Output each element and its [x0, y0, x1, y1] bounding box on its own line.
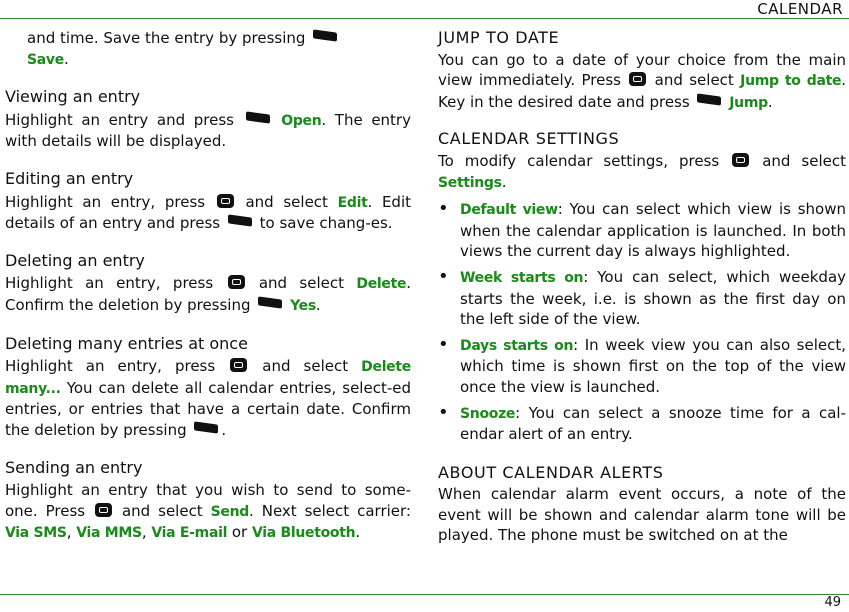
paragraph-viewing-entry: Highlight an entry and press Open. The entry with details will be displayed. [5, 110, 411, 151]
term-edit: Edit [337, 194, 368, 211]
paragraph-deleting-many: Highlight an entry, press and select Delete many... You can delete all calendar entries, select-ed entries, or entries that have a certain date. Confirm the deletion by pressing . [5, 357, 411, 439]
list-item: • Default view: You can select which view is shown when the calendar application is launched. In both views the current day is always highlighted. [438, 199, 846, 262]
heading-deleting-many: Deleting many entries at once [5, 333, 248, 353]
term-snooze: Snooze [460, 405, 516, 422]
left-column [5, 28, 411, 544]
term-yes: Yes [290, 297, 316, 314]
paragraph-sending-entry: Highlight an entry that you wish to send to some-one. Press and select Send. Next select carrier: Via SMS, Via MMS, Via E-mail or Via Bluetooth. [5, 481, 411, 542]
list-item: • Days starts on: In week view you can also select, which time is shown first on the top of the view once the view is launched. [438, 335, 846, 398]
term-via-bluetooth: Via Bluetooth [251, 525, 356, 542]
term-delete-many: Delete many... [5, 359, 411, 397]
footer-rule [0, 594, 849, 595]
term-via-email: Via E-mail [151, 525, 228, 542]
term-send: Send [210, 503, 250, 520]
settings-list [438, 199, 846, 445]
menu-key-icon [95, 503, 112, 517]
heading-viewing-entry: Viewing an entry [5, 87, 141, 107]
page-number: 49 [824, 595, 841, 610]
heading-jump-to-date: JUMP TO DATE [438, 28, 560, 47]
paragraph-calendar-alerts: When calendar alarm event occurs, a note of the event will be shown and calendar alarm tone will be played. The phone must be switched on at the [438, 485, 846, 545]
term-days-starts-on: Days starts on [460, 337, 574, 354]
list-item: • Week starts on: You can select, which weekday starts the week, i.e. is shown as the first day on the left side of the view. [438, 267, 846, 330]
paragraph-calendar-settings: To modify calendar settings, press and select Settings. [438, 151, 846, 191]
softkey-icon [313, 29, 337, 41]
term-jump: Jump [729, 94, 768, 111]
menu-key-icon [230, 358, 247, 372]
continuation-paragraph: and time. Save the entry by pressing Save. [5, 28, 411, 70]
softkey-icon [246, 111, 270, 123]
softkey-icon [697, 93, 721, 105]
term-open: Open [281, 112, 322, 129]
softkey-icon [194, 421, 218, 433]
heading-calendar-alerts: ABOUT CALENDAR ALERTS [438, 462, 664, 482]
right-column [438, 28, 846, 546]
term-default-view: Default view [460, 202, 558, 219]
heading-sending-entry: Sending an entry [5, 457, 143, 477]
menu-key-icon [217, 194, 234, 208]
paragraph-editing-entry: Highlight an entry, press and select Edit. Edit details of an entry and press to save chang-es. [5, 192, 412, 233]
menu-key-icon [228, 275, 245, 289]
paragraph-jump-to-date: You can go to a date of your choice from the main view immediately. Press and select Jump to date. Key in the desired date and press Jump. [438, 50, 846, 111]
header-rule [0, 18, 849, 19]
term-settings: Settings [438, 174, 502, 191]
menu-key-icon [629, 72, 646, 86]
heading-calendar-settings: CALENDAR SETTINGS [438, 129, 620, 149]
softkey-icon [258, 296, 282, 308]
term-week-starts-on: Week starts on [460, 269, 584, 286]
softkey-icon [228, 214, 252, 226]
heading-deleting-entry: Deleting an entry [5, 250, 145, 270]
heading-editing-entry: Editing an entry [5, 168, 134, 188]
term-delete: Delete [356, 276, 407, 293]
term-via-sms: Via SMS [5, 525, 67, 542]
menu-key-icon [732, 153, 749, 167]
list-item: • Snooze: You can select a snooze time for a cal-endar alert of an entry. [438, 403, 846, 445]
term-save: Save [27, 51, 64, 68]
paragraph-deleting-entry: Highlight an entry, press and select Delete. Confirm the deletion by pressing Yes. [5, 274, 411, 314]
term-jump-to-date: Jump to date [740, 73, 842, 90]
page-header: CALENDAR [757, 0, 843, 18]
term-via-mms: Via MMS [76, 525, 142, 542]
